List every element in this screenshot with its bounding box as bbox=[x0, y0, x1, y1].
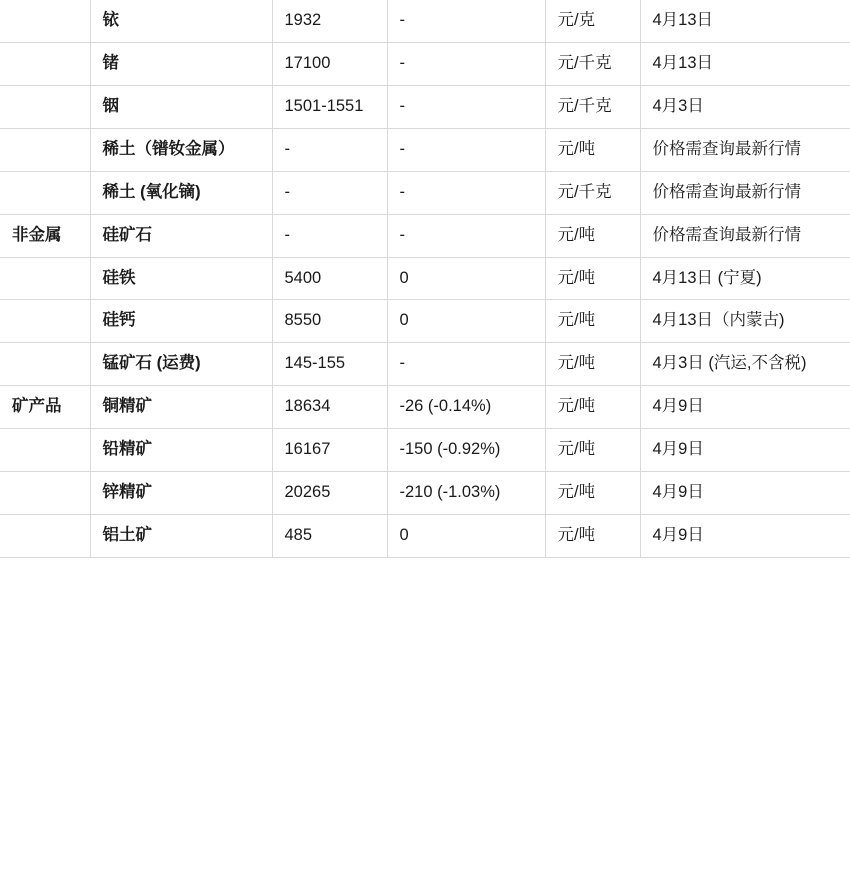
cell-change: 0 bbox=[387, 300, 545, 343]
cell-change: 0 bbox=[387, 515, 545, 558]
cell-name: 硅钙 bbox=[90, 300, 272, 343]
cell-name: 铜精矿 bbox=[90, 386, 272, 429]
cell-unit: 元/吨 bbox=[545, 429, 640, 472]
cell-change: -150 (-0.92%) bbox=[387, 429, 545, 472]
table-row bbox=[0, 257, 850, 300]
cell-name: 锰矿石 (运费) bbox=[90, 343, 272, 386]
table-row bbox=[0, 42, 850, 85]
cell-unit: 元/吨 bbox=[545, 386, 640, 429]
cell-date: 4月9日 bbox=[640, 472, 850, 515]
cell-date: 4月9日 bbox=[640, 386, 850, 429]
cell-change: - bbox=[387, 171, 545, 214]
cell-group bbox=[0, 343, 90, 386]
cell-change: -210 (-1.03%) bbox=[387, 472, 545, 515]
cell-price: 17100 bbox=[272, 42, 387, 85]
cell-price: 145-155 bbox=[272, 343, 387, 386]
cell-date: 4月13日 (宁夏) bbox=[640, 257, 850, 300]
table-row bbox=[0, 472, 850, 515]
table-row bbox=[0, 0, 850, 42]
cell-unit: 元/克 bbox=[545, 0, 640, 42]
cell-name: 铱 bbox=[90, 0, 272, 42]
cell-unit: 元/吨 bbox=[545, 214, 640, 257]
cell-price: 18634 bbox=[272, 386, 387, 429]
cell-price: - bbox=[272, 128, 387, 171]
cell-date: 4月13日 bbox=[640, 0, 850, 42]
cell-name: 铟 bbox=[90, 85, 272, 128]
cell-group bbox=[0, 300, 90, 343]
cell-change: - bbox=[387, 128, 545, 171]
cell-unit: 元/吨 bbox=[545, 300, 640, 343]
cell-name: 硅铁 bbox=[90, 257, 272, 300]
table-row bbox=[0, 214, 850, 257]
cell-price: 16167 bbox=[272, 429, 387, 472]
cell-change: - bbox=[387, 0, 545, 42]
cell-date: 4月3日 bbox=[640, 85, 850, 128]
table-row bbox=[0, 429, 850, 472]
cell-date: 价格需查询最新行情 bbox=[640, 128, 850, 171]
cell-price: - bbox=[272, 214, 387, 257]
table-row bbox=[0, 343, 850, 386]
cell-change: - bbox=[387, 85, 545, 128]
cell-date: 4月9日 bbox=[640, 515, 850, 558]
cell-name: 硅矿石 bbox=[90, 214, 272, 257]
cell-name: 锗 bbox=[90, 42, 272, 85]
cell-price: 485 bbox=[272, 515, 387, 558]
table-row bbox=[0, 128, 850, 171]
table-row bbox=[0, 300, 850, 343]
cell-unit: 元/吨 bbox=[545, 472, 640, 515]
cell-unit: 元/千克 bbox=[545, 85, 640, 128]
cell-group bbox=[0, 515, 90, 558]
cell-group bbox=[0, 171, 90, 214]
cell-unit: 元/吨 bbox=[545, 128, 640, 171]
cell-change: - bbox=[387, 343, 545, 386]
table-row bbox=[0, 85, 850, 128]
cell-group bbox=[0, 257, 90, 300]
table-row bbox=[0, 386, 850, 429]
cell-group bbox=[0, 85, 90, 128]
cell-group bbox=[0, 429, 90, 472]
cell-price: 8550 bbox=[272, 300, 387, 343]
cell-price: 1501-1551 bbox=[272, 85, 387, 128]
cell-change: 0 bbox=[387, 257, 545, 300]
cell-name: 锌精矿 bbox=[90, 472, 272, 515]
cell-group bbox=[0, 472, 90, 515]
cell-unit: 元/千克 bbox=[545, 171, 640, 214]
cell-group: 矿产品 bbox=[0, 386, 90, 429]
cell-name: 稀土 (氧化镝) bbox=[90, 171, 272, 214]
cell-date: 4月3日 (汽运,不含税) bbox=[640, 343, 850, 386]
table-row bbox=[0, 515, 850, 558]
cell-date: 4月9日 bbox=[640, 429, 850, 472]
cell-name: 稀土（镨钕金属） bbox=[90, 128, 272, 171]
cell-group bbox=[0, 128, 90, 171]
table-row bbox=[0, 171, 850, 214]
cell-name: 铝土矿 bbox=[90, 515, 272, 558]
cell-group bbox=[0, 0, 90, 42]
cell-price: 5400 bbox=[272, 257, 387, 300]
cell-change: - bbox=[387, 214, 545, 257]
cell-name: 铅精矿 bbox=[90, 429, 272, 472]
cell-price: 1932 bbox=[272, 0, 387, 42]
cell-price: 20265 bbox=[272, 472, 387, 515]
cell-unit: 元/吨 bbox=[545, 343, 640, 386]
cell-unit: 元/千克 bbox=[545, 42, 640, 85]
cell-change: -26 (-0.14%) bbox=[387, 386, 545, 429]
cell-date: 价格需查询最新行情 bbox=[640, 214, 850, 257]
cell-date: 4月13日 bbox=[640, 42, 850, 85]
cell-price: - bbox=[272, 171, 387, 214]
cell-unit: 元/吨 bbox=[545, 257, 640, 300]
cell-change: - bbox=[387, 42, 545, 85]
cell-group bbox=[0, 42, 90, 85]
cell-unit: 元/吨 bbox=[545, 515, 640, 558]
cell-date: 4月13日（内蒙古) bbox=[640, 300, 850, 343]
cell-date: 价格需查询最新行情 bbox=[640, 171, 850, 214]
cell-group: 非金属 bbox=[0, 214, 90, 257]
